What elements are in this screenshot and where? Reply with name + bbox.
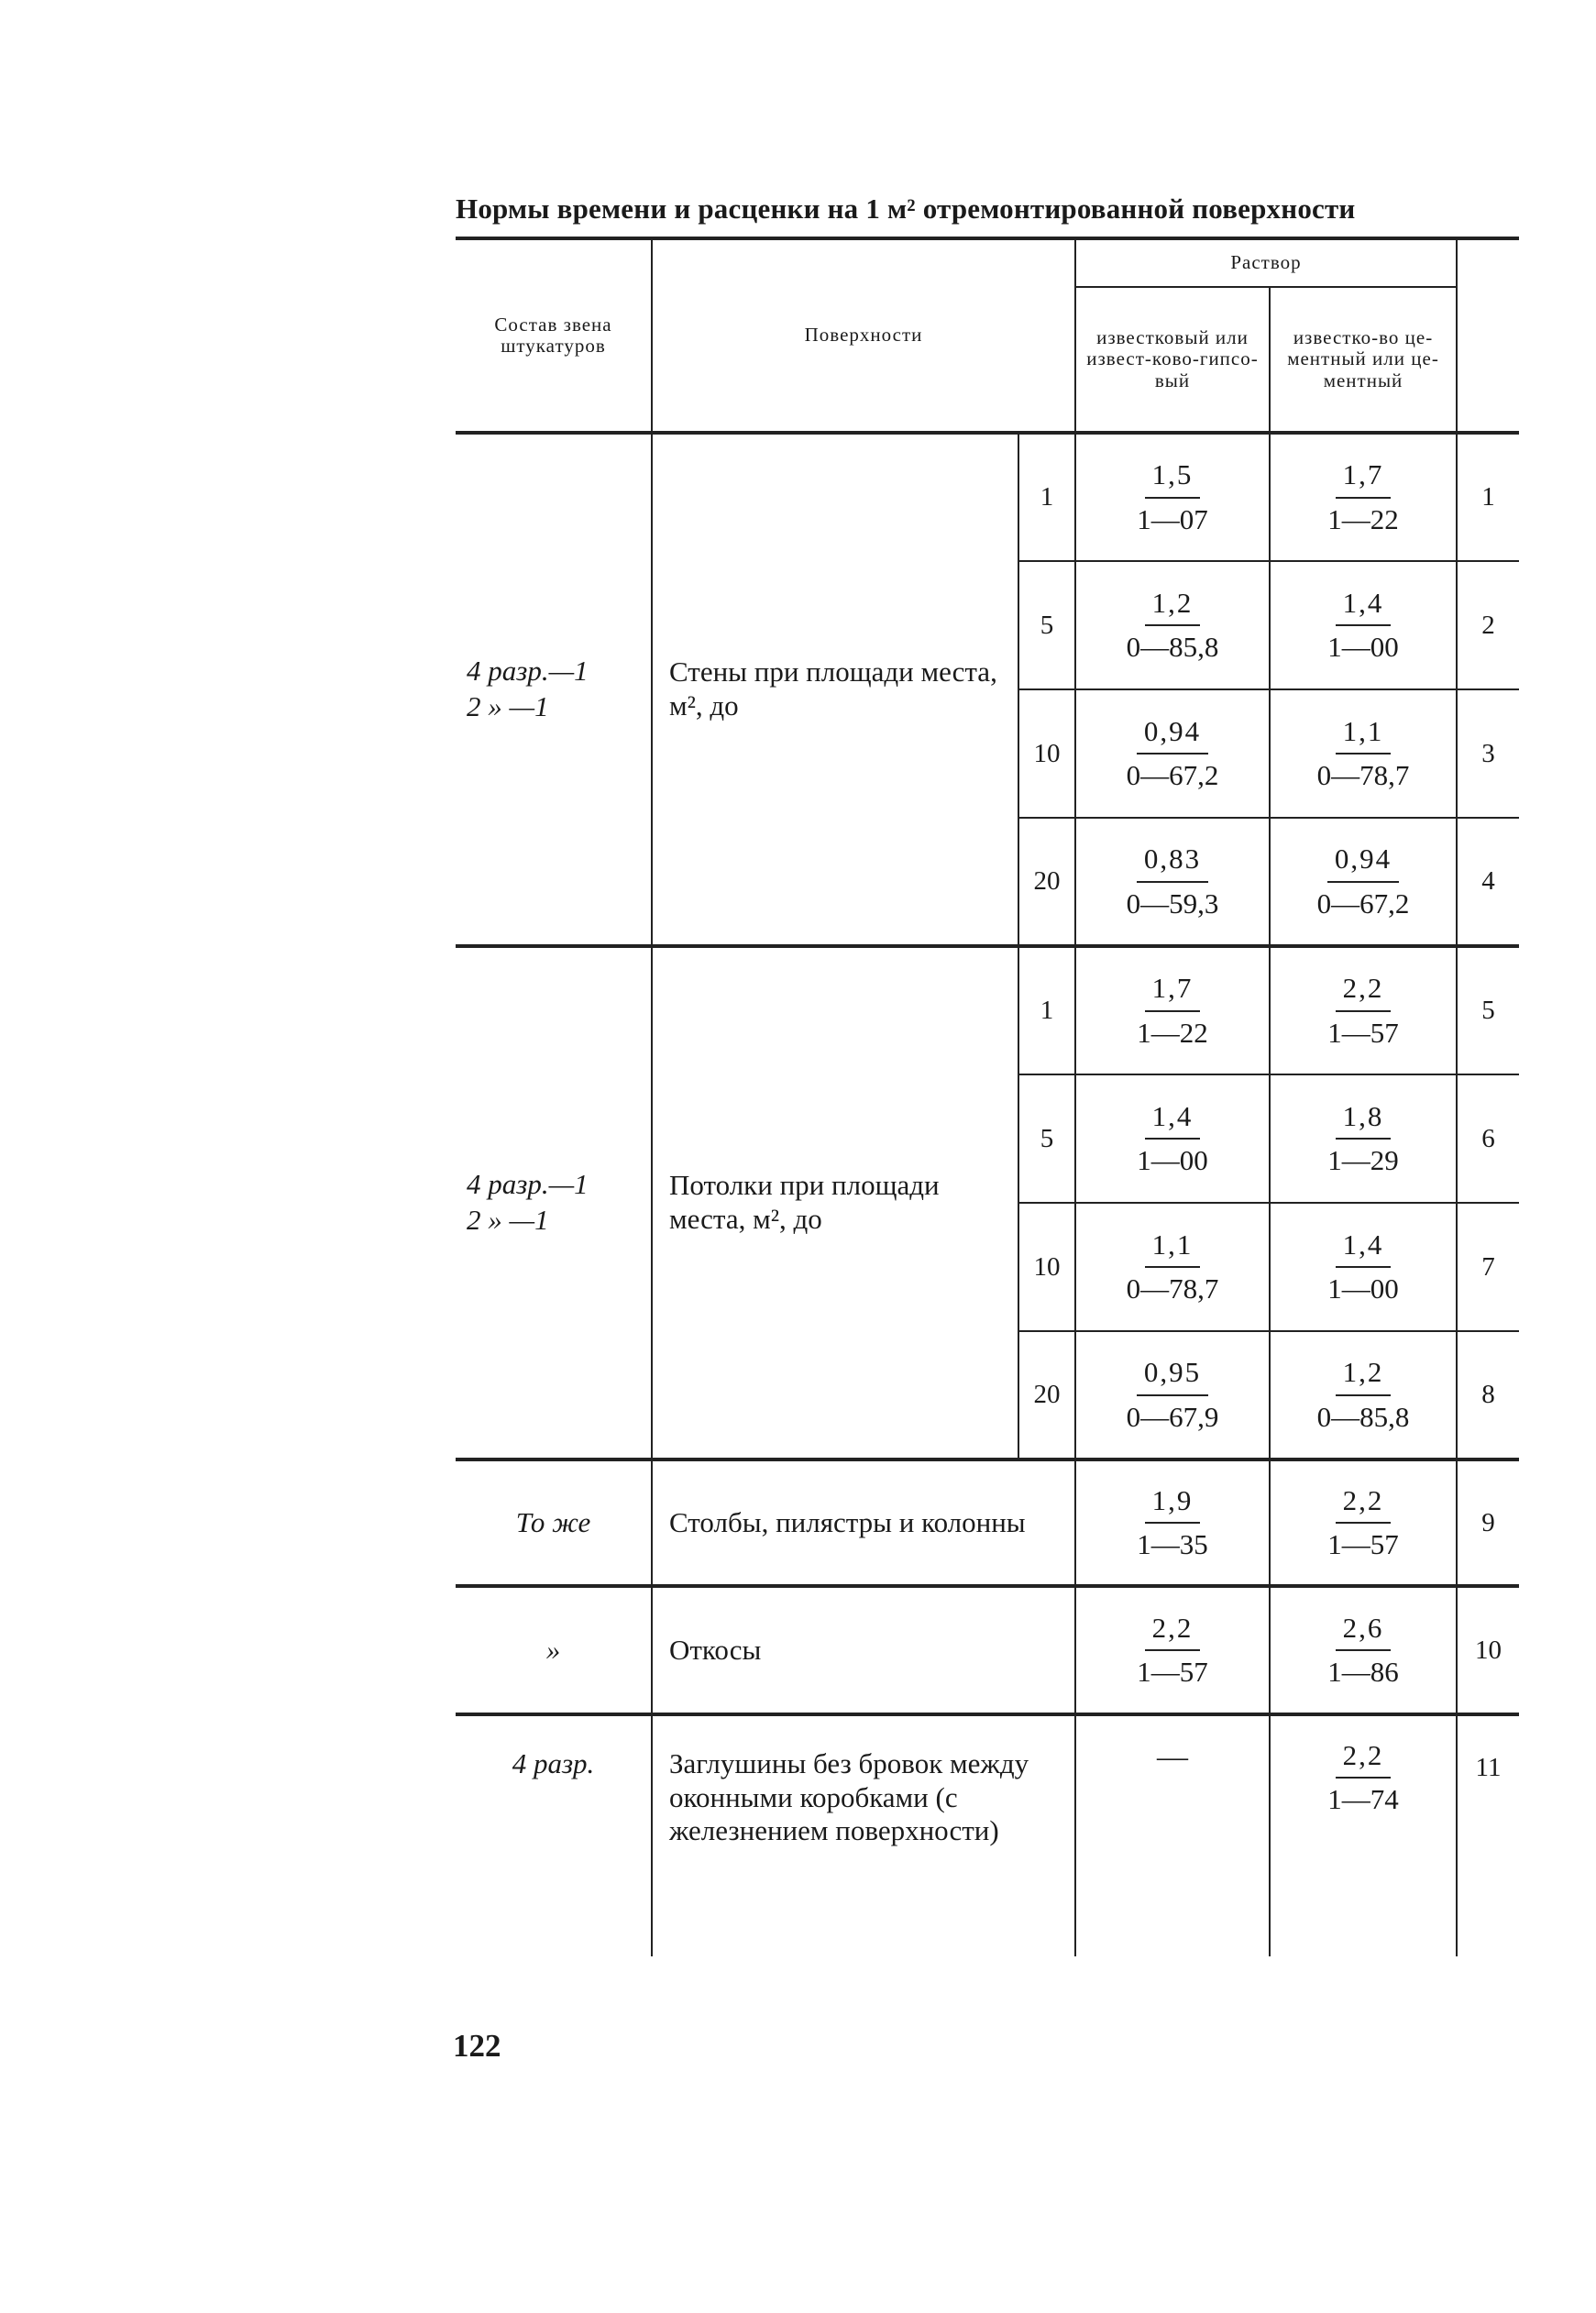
- rate-time: 1,4: [1145, 1101, 1201, 1140]
- rate-price: 1—00: [1327, 631, 1399, 663]
- surface-cell: Откосы: [652, 1586, 1075, 1714]
- rate-time: 0,95: [1137, 1357, 1208, 1395]
- rate-lime: [1075, 946, 1270, 1074]
- rate-lime: [1075, 433, 1270, 561]
- rate-price: 0—67,9: [1126, 1400, 1219, 1433]
- rate-price: 1—86: [1327, 1656, 1399, 1688]
- rate-lime: [1075, 1074, 1270, 1203]
- table-row: [456, 1459, 1519, 1586]
- rate-time: 1,4: [1336, 1229, 1392, 1268]
- row-number: 10: [1457, 1586, 1519, 1714]
- rate-price: 0—59,3: [1126, 887, 1219, 920]
- surface-cell: Стены при площади места, м², до: [652, 433, 1018, 946]
- crew-cell: [456, 946, 652, 1459]
- rate-lime: [1075, 1714, 1270, 1956]
- rate-price: 1—00: [1137, 1144, 1208, 1176]
- rate-price: 0—85,8: [1126, 631, 1219, 663]
- rate-time: 1,5: [1145, 459, 1201, 498]
- rate-time: 1,2: [1336, 1357, 1392, 1395]
- crew-cell: »: [456, 1586, 652, 1714]
- row-number: 5: [1457, 946, 1519, 1074]
- header-crew: Состав звена штукатуров: [456, 238, 652, 433]
- rate-time: 1,4: [1336, 588, 1392, 626]
- rate-price: 0—85,8: [1316, 1400, 1410, 1433]
- crew-line: 4 разр.—1: [467, 655, 589, 688]
- area-value: 10: [1018, 689, 1075, 818]
- rate-cement: [1270, 1714, 1457, 1956]
- surface-cell: Потолки при площади места, м², до: [652, 946, 1018, 1459]
- table-row: [456, 1714, 1519, 1956]
- rate-price: 1—29: [1327, 1144, 1399, 1176]
- rate-lime: [1075, 818, 1270, 946]
- rate-price: 1—57: [1327, 1528, 1399, 1560]
- rate-cement: [1270, 689, 1457, 818]
- row-number: 9: [1457, 1459, 1519, 1586]
- table-row: [456, 946, 1519, 1074]
- rate-cement: [1270, 1586, 1457, 1714]
- rate-cement: [1270, 1203, 1457, 1331]
- rate-time: 1,1: [1145, 1229, 1201, 1268]
- area-value: 1: [1018, 433, 1075, 561]
- rate-cement: [1270, 1074, 1457, 1203]
- rate-price: 0—78,7: [1316, 759, 1410, 791]
- rate-time: 0,83: [1137, 843, 1208, 882]
- rate-cement: [1270, 1331, 1457, 1459]
- rate-cement: [1270, 818, 1457, 946]
- page-title: Нормы времени и расценки на 1 м² отремонтированной поверхности: [456, 193, 1356, 225]
- row-number: 2: [1457, 561, 1519, 689]
- row-number: 6: [1457, 1074, 1519, 1203]
- rate-cement: [1270, 561, 1457, 689]
- crew-cell: [456, 433, 652, 946]
- header-surface: Поверхности: [652, 238, 1075, 433]
- rate-lime: [1075, 1331, 1270, 1459]
- table-row: [456, 433, 1519, 561]
- header-mortar: Раствор: [1075, 238, 1457, 287]
- rate-time: 1,1: [1336, 716, 1392, 754]
- rate-lime: [1075, 689, 1270, 818]
- rate-time: 0,94: [1327, 843, 1399, 882]
- rate-price: 1—00: [1327, 1272, 1399, 1305]
- group-singles: [456, 1459, 1519, 1956]
- rate-cement: [1270, 946, 1457, 1074]
- rate-price: 1—57: [1327, 1016, 1399, 1049]
- area-value: 5: [1018, 1074, 1075, 1203]
- rate-time: 2,6: [1336, 1613, 1392, 1651]
- rate-time: 2,2: [1336, 973, 1392, 1011]
- surface-cell: Столбы, пилястры и колонны: [652, 1459, 1075, 1586]
- row-number: 3: [1457, 689, 1519, 818]
- rate-price: 0—67,2: [1316, 887, 1410, 920]
- rate-time: 2,2: [1336, 1485, 1392, 1524]
- rate-price: 0—67,2: [1126, 759, 1219, 791]
- area-value: 5: [1018, 561, 1075, 689]
- header-lime: известковый или извест-ково-гипсо-вый: [1075, 287, 1270, 433]
- crew-line: 4 разр.—1: [467, 1168, 589, 1201]
- row-number: 1: [1457, 433, 1519, 561]
- rate-time: 0,94: [1137, 716, 1208, 754]
- rate-price: 1—22: [1327, 502, 1399, 535]
- table-row: [456, 1586, 1519, 1714]
- rate-time: 1,9: [1145, 1485, 1201, 1524]
- rate-lime: [1075, 1459, 1270, 1586]
- area-value: 10: [1018, 1203, 1075, 1331]
- crew-line: 2 » —1: [467, 690, 549, 722]
- crew-cell: 4 разр.: [456, 1714, 652, 1956]
- rate-lime: [1075, 1586, 1270, 1714]
- rate-price: 0—78,7: [1126, 1272, 1219, 1305]
- rate-dash: —: [1157, 1740, 1188, 1774]
- rate-time: 2,2: [1145, 1613, 1201, 1651]
- crew-line: 2 » —1: [467, 1204, 549, 1236]
- rate-time: 2,2: [1336, 1740, 1392, 1779]
- rate-time: 1,7: [1145, 973, 1201, 1011]
- header-row: [456, 238, 1519, 287]
- rate-lime: [1075, 561, 1270, 689]
- surface-cell: Заглушины без бровок между оконными коробками (с железнением поверхности): [652, 1714, 1075, 1956]
- header-cement: известко-во це-ментный или це-ментный: [1270, 287, 1457, 433]
- rate-cement: [1270, 1459, 1457, 1586]
- rate-cement: [1270, 433, 1457, 561]
- group-ceilings: [456, 946, 1519, 1459]
- row-number: 7: [1457, 1203, 1519, 1331]
- area-value: 20: [1018, 818, 1075, 946]
- row-number: 8: [1481, 1380, 1495, 1409]
- group-walls: [456, 433, 1519, 946]
- rate-price: 1—57: [1137, 1656, 1208, 1688]
- crew-cell: То же: [456, 1459, 652, 1586]
- norms-table: [456, 237, 1519, 1956]
- rate-price: 1—22: [1137, 1016, 1208, 1049]
- rate-time: 1,7: [1336, 459, 1392, 498]
- row-number: 11: [1457, 1714, 1519, 1956]
- rate-price: 1—35: [1137, 1528, 1208, 1560]
- area-value: 20: [1018, 1331, 1075, 1459]
- rate-price: 1—07: [1137, 502, 1208, 535]
- rate-lime: [1075, 1203, 1270, 1331]
- header-rownum: [1457, 238, 1519, 433]
- rate-time: 1,8: [1336, 1101, 1392, 1140]
- rate-price: 1—74: [1327, 1783, 1399, 1816]
- row-number: 4: [1481, 866, 1495, 896]
- page-number: 122: [453, 2028, 501, 2064]
- area-value: 1: [1018, 946, 1075, 1074]
- rate-time: 1,2: [1145, 588, 1201, 626]
